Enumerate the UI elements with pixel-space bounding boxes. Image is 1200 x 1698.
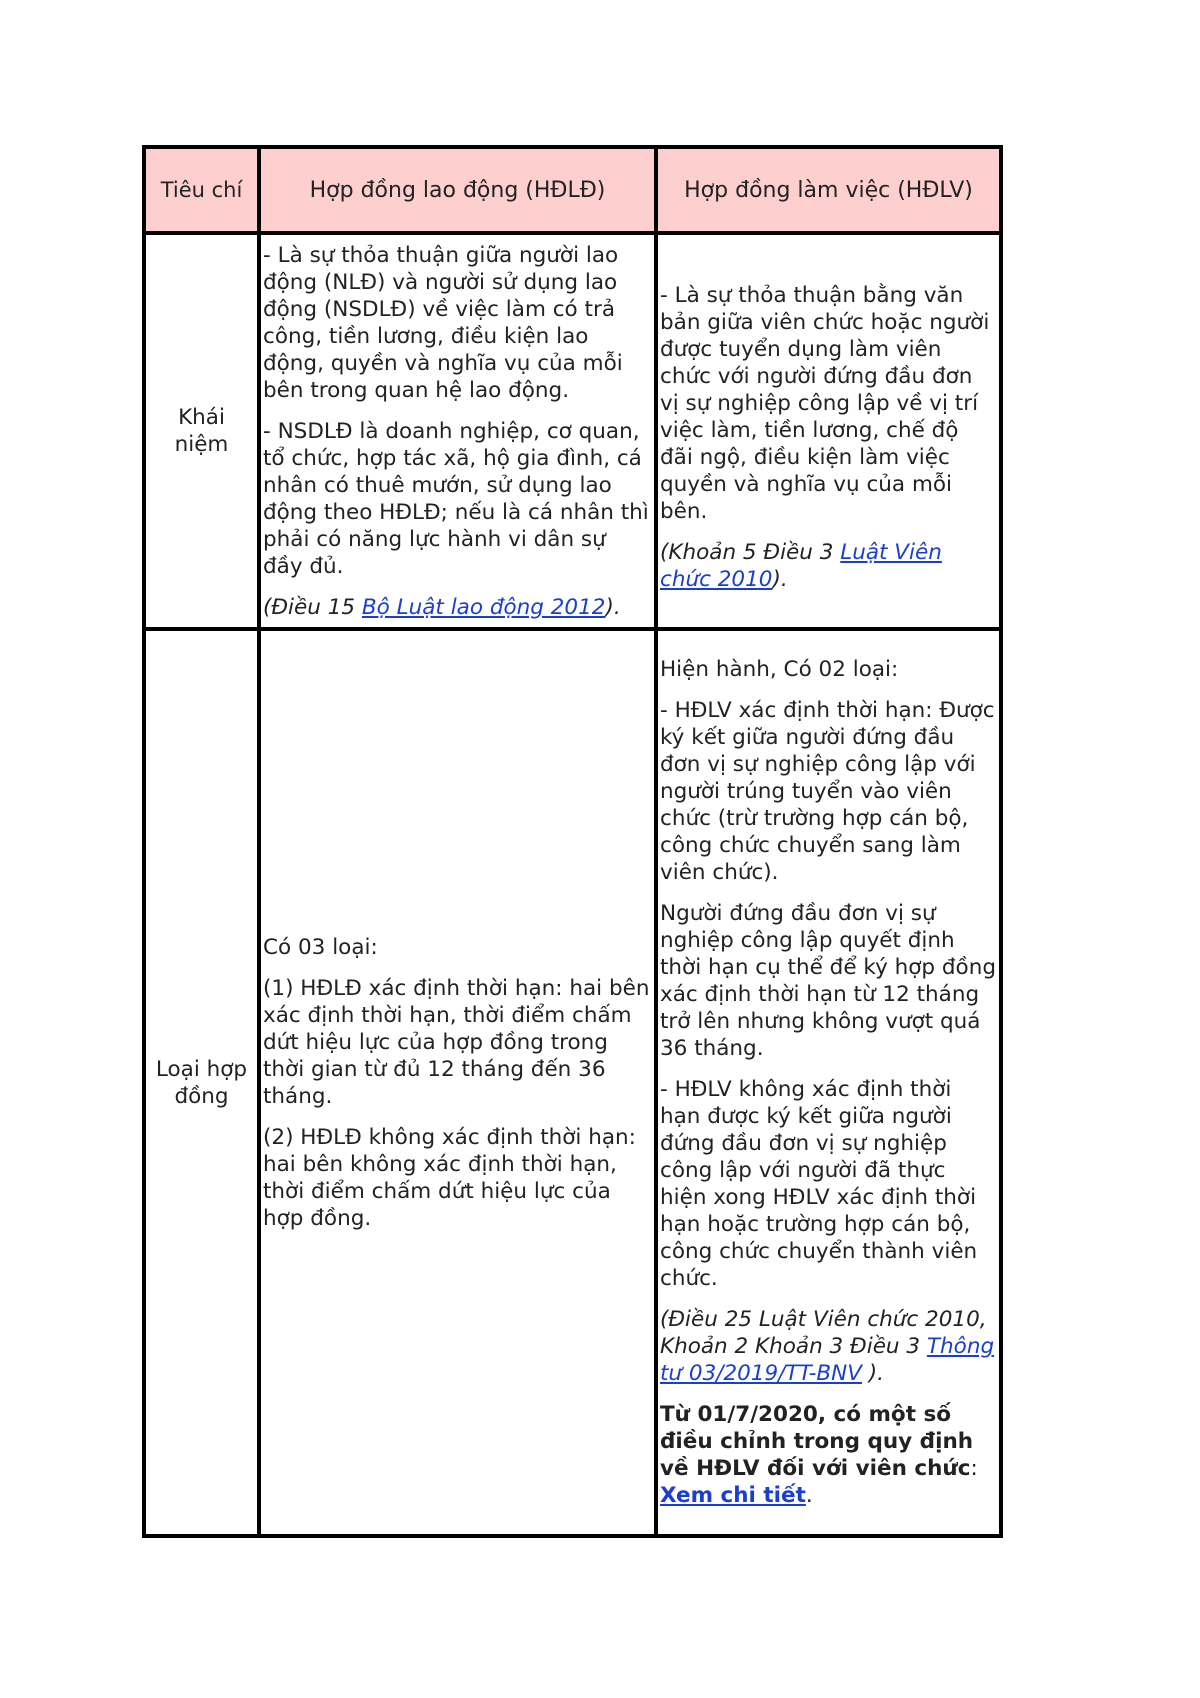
cell-types-work-contract <box>656 629 1001 1536</box>
paragraph: (1) HĐLĐ xác định thời hạn: hai bên xác định thời hạn, thời điểm chấm dứt hiệu lực của hợp đồng trong thời gian từ đủ 12 tháng đến 36 tháng. <box>263 975 650 1109</box>
paragraph: (2) HĐLĐ không xác định thời hạn: hai bên không xác định thời hạn, thời điểm chấm dứt hiệu lực của hợp đồng. <box>263 1124 636 1231</box>
paragraph: Người đứng đầu đơn vị sự nghiệp công lập quyết định thời hạn cụ thể để ký hợp đồng xác định thời hạn từ 12 tháng trở lên nhưng không vượt quá 36 tháng. <box>660 901 996 1061</box>
header-labor-contract: Hợp đồng lao động (HĐLĐ) <box>259 147 656 233</box>
citation-prefix: (Điều 15 <box>263 594 362 620</box>
citation <box>660 539 997 593</box>
citation <box>263 594 652 621</box>
paragraph: Hiện hành, Có 02 loại: <box>660 657 899 682</box>
paragraph: - Là sự thỏa thuận bằng văn bản giữa viên chức hoặc người được tuyển dụng làm viên chức với người đứng đầu đơn vị sự nghiệp công lập về vị trí việc làm, tiền lương, chế độ đãi ngộ, điều kiện làm việc quyền và nghĩa vụ của mỗi bên. <box>660 282 990 524</box>
paragraph: Có 03 loại: <box>263 934 378 960</box>
table-header-row <box>144 147 1001 233</box>
circular-03-2019-link[interactable]: Thông tư 03/2019/TT-BNV <box>660 1334 995 1386</box>
citation <box>660 1306 997 1387</box>
header-criteria: Tiêu chí <box>144 147 259 233</box>
paragraph: - Là sự thỏa thuận giữa người lao động (NLĐ) và người sử dụng lao động (NSDLĐ) về việc làm có trả công, tiền lương, điều kiện lao động, quyền và nghĩa vụ của mỗi bên trong quan hệ lao động. <box>263 242 623 403</box>
update-note-separator: : <box>970 1456 978 1481</box>
citation-prefix: (Điều 25 Luật Viên chức 2010, Khoản 2 Khoản 3 Điều 3 <box>660 1307 987 1359</box>
cell-concept-labor-contract <box>259 233 656 629</box>
paragraph: - NSDLĐ là doanh nghiệp, cơ quan, tổ chức, hợp tác xã, hộ gia đình, cá nhân có thuê mướn, sử dụng lao động theo HĐLĐ; nếu là cá nhân thì phải có năng lực hành vi dân sự đầy đủ. <box>263 418 649 579</box>
cell-types-labor-contract <box>259 629 656 1536</box>
update-note-text: Từ 01/7/2020, có một số điều chỉnh trong quy định về HĐLV đối với viên chức <box>660 1402 974 1481</box>
update-note-end: . <box>805 1483 813 1508</box>
row-label-contract-types: Loại hợp đồng <box>144 629 259 1536</box>
citation-prefix: (Khoản 5 Điều 3 <box>660 539 841 565</box>
header-work-contract: Hợp đồng làm việc (HĐLV) <box>656 147 1001 233</box>
table-row-contract-types <box>144 629 1001 1536</box>
citation-suffix: ). <box>772 566 788 592</box>
see-details-link[interactable]: Xem chi tiết <box>660 1483 806 1508</box>
civil-servant-law-2010-link[interactable]: Luật Viên chức 2010 <box>660 539 942 592</box>
paragraph: - HĐLV không xác định thời hạn được ký kết giữa người đứng đầu đơn vị sự nghiệp công lập với người đã thực hiện xong HĐLV xác định thời hạn hoặc trường hợp cán bộ, công chức chuyển thành viên chức. <box>660 1077 978 1291</box>
update-note <box>660 1401 997 1509</box>
labor-code-2012-link[interactable]: Bộ Luật lao động 2012 <box>361 594 606 620</box>
citation-suffix: ). <box>861 1361 885 1386</box>
table-row-concept <box>144 233 1001 629</box>
paragraph: - HĐLV xác định thời hạn: Được ký kết giữa người đứng đầu đơn vị sự nghiệp công lập với người trúng tuyển vào viên chức (trừ trường hợp cán bộ, công chức chuyển sang làm viên chức). <box>660 698 995 885</box>
comparison-table <box>142 145 1003 1538</box>
row-label-concept: Khái niệm <box>144 233 259 629</box>
citation-suffix: ). <box>605 594 621 620</box>
cell-concept-work-contract <box>656 233 1001 629</box>
